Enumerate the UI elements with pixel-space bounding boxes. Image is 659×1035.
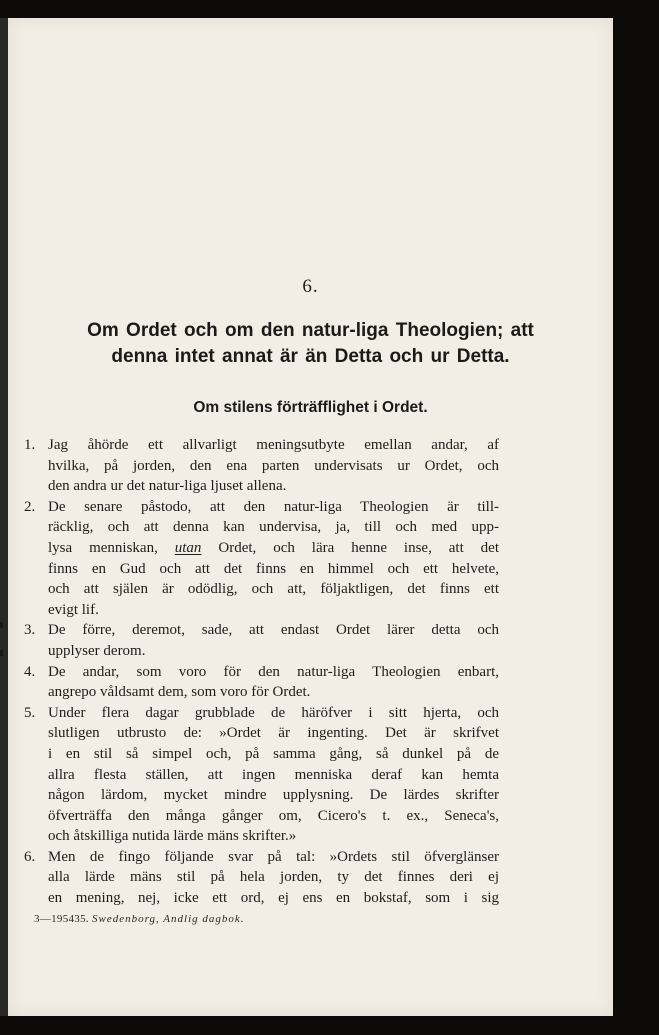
- paragraph-line: hvilka, på jorden, den ena parten undervisats ur Ordet, och: [48, 457, 499, 474]
- margin-mark: [0, 650, 3, 656]
- paragraph-line: De andar, som voro för den natur-liga Theologien enbart,: [48, 663, 499, 680]
- paragraph-item: [24, 847, 499, 909]
- paragraph-text: lysa menniskan,: [48, 539, 158, 556]
- paragraph-line: någon lärdom, mycket mindre upplysning. De lärdes skrifter: [48, 787, 499, 804]
- paragraph-line: den andra ur det natur-liga ljuset allena.: [48, 478, 287, 495]
- paragraph-number: 3.: [24, 622, 36, 639]
- paragraph-text: Ordet, och lära henne inse, att det: [218, 539, 500, 556]
- paragraph-line: slutligen utbrusto de: »Ordet är ingenting. Det är skrifvet: [48, 725, 499, 742]
- chapter-title: [28, 318, 593, 370]
- paragraph-number: 2.: [24, 498, 36, 515]
- chapter-title-line: denna intet annat är än Detta och ur Detta.: [111, 346, 510, 367]
- paragraph-item: [24, 703, 499, 847]
- paragraph-number: 5.: [24, 704, 36, 721]
- emphasized-word: utan: [174, 539, 202, 556]
- margin-mark: [0, 622, 3, 628]
- signature-number: 3—195435.: [34, 913, 89, 925]
- paragraph-number: 6.: [24, 848, 36, 865]
- paragraph-line: upplyser derom.: [48, 642, 146, 659]
- paragraph-number: 4.: [24, 663, 36, 680]
- chapter-number: 6.: [302, 276, 319, 297]
- paragraph-line: Under flera dagar grubblade de häröfver i sitt hjerta, och: [48, 704, 499, 721]
- paragraph-item: [24, 497, 499, 621]
- paragraph-item: [24, 435, 499, 497]
- printer-signature: [34, 913, 245, 925]
- paragraph-line: Men de fingo följande svar på tal: »Ordets stil öfverglänser: [48, 848, 499, 865]
- paragraph-line: evigt lif.: [48, 601, 99, 618]
- paragraph-line: en mening, nej, icke ett ord, ej ens en bokstaf, som i sig: [48, 890, 499, 907]
- paragraph-line: och att själen är odödlig, och att, följaktligen, det finns ett: [48, 581, 499, 598]
- paragraph-line: angrepo våldsamt dem, som voro för Ordet.: [48, 684, 311, 701]
- paragraph-line: [48, 538, 499, 559]
- signature-title: Swedenborg, Andlig dagbok.: [92, 913, 245, 925]
- paragraph-line: räcklig, och att denna kan undervisa, ja, till och med upp-: [48, 519, 499, 536]
- paragraph-line: öfverträffa den många gånger om, Cicero's t. ex., Seneca's,: [48, 807, 499, 824]
- book-binding-edge: [0, 18, 8, 1016]
- chapter-title-line: Om Ordet och om den natur-liga Theologien; att: [87, 320, 534, 341]
- paragraph-line: i en stil så simpel och, på samma gång, så dunkel på de: [48, 745, 499, 762]
- section-heading: Om stilens förträfflighet i Ordet.: [193, 399, 428, 416]
- paragraph-line: finns en Gud och att det finns en himmel och ett helvete,: [48, 560, 499, 577]
- paragraph-line: De senare påstodo, att den natur-liga Theologien är till-: [48, 498, 499, 515]
- paragraph-line: Jag åhörde ett allvarligt meningsutbyte emellan andar, af: [48, 437, 499, 453]
- paragraph-list: [24, 435, 499, 909]
- paragraph-item: [24, 662, 499, 703]
- paragraph-line: alla lärde mäns stil på hela jorden, ty det finnes deri ej: [48, 869, 499, 886]
- paragraph-line: De förre, deremot, sade, att endast Ordet lärer detta och: [48, 622, 499, 639]
- paragraph-line: och åtskilliga nutida lärde mäns skrifter.»: [48, 828, 297, 845]
- paragraph-line: allra flesta ställen, att ingen menniska deraf kan hemta: [48, 766, 499, 783]
- paragraph-item: [24, 620, 499, 661]
- book-page: [8, 18, 613, 1016]
- paragraph-number: 1.: [24, 437, 36, 453]
